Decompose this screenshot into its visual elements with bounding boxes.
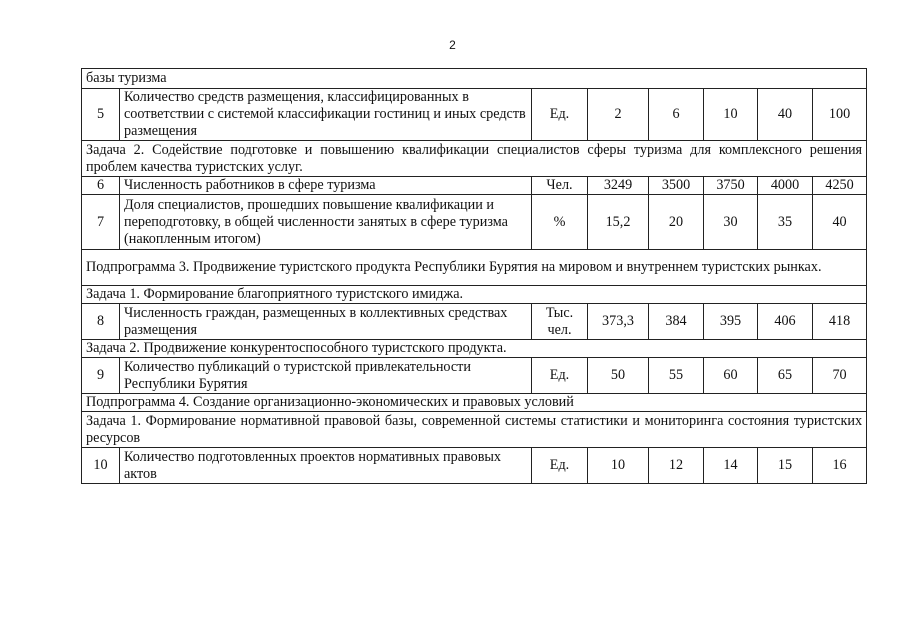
indicator-name: Численность граждан, размещенных в коллективных средствах размещения xyxy=(120,304,532,340)
value-cell: 10 xyxy=(704,89,758,141)
table-row xyxy=(82,69,867,89)
value-cell: 10 xyxy=(588,448,649,484)
table-row xyxy=(82,195,867,250)
table-row xyxy=(82,177,867,195)
table-row xyxy=(82,358,867,394)
indicators-table xyxy=(81,68,867,484)
indicator-name: Количество средств размещения, классифицированных в соответствии с системой классификации гостиниц и иных средств размещения xyxy=(120,89,532,141)
unit-cell: Ед. xyxy=(532,448,588,484)
unit-cell: Чел. xyxy=(532,177,588,195)
row-number: 9 xyxy=(82,358,120,394)
table-row xyxy=(82,304,867,340)
row-number: 5 xyxy=(82,89,120,141)
value-cell: 418 xyxy=(813,304,867,340)
row-number: 10 xyxy=(82,448,120,484)
unit-cell: Тыс. чел. xyxy=(532,304,588,340)
section-text: базы туризма xyxy=(82,69,867,89)
unit-cell: Ед. xyxy=(532,89,588,141)
value-cell: 3750 xyxy=(704,177,758,195)
value-cell: 30 xyxy=(704,195,758,250)
value-cell: 35 xyxy=(758,195,813,250)
task-text: Задача 2. Продвижение конкурентоспособного туристского продукта. xyxy=(82,340,867,358)
value-cell: 60 xyxy=(704,358,758,394)
value-cell: 40 xyxy=(758,89,813,141)
value-cell: 384 xyxy=(649,304,704,340)
table-row xyxy=(82,412,867,448)
value-cell: 3249 xyxy=(588,177,649,195)
value-cell: 15,2 xyxy=(588,195,649,250)
value-cell: 14 xyxy=(704,448,758,484)
value-cell: 65 xyxy=(758,358,813,394)
value-cell: 2 xyxy=(588,89,649,141)
subprogram-text: Подпрограмма 4. Создание организационно-экономических и правовых условий xyxy=(82,394,867,412)
value-cell: 15 xyxy=(758,448,813,484)
value-cell: 6 xyxy=(649,89,704,141)
row-number: 7 xyxy=(82,195,120,250)
table-row xyxy=(82,394,867,412)
value-cell: 4250 xyxy=(813,177,867,195)
table-row xyxy=(82,340,867,358)
value-cell: 16 xyxy=(813,448,867,484)
indicator-name: Доля специалистов, прошедших повышение квалификации и переподготовку, в общей численности занятых в сфере туризма (накопленным итогом) xyxy=(120,195,532,250)
value-cell: 55 xyxy=(649,358,704,394)
value-cell: 70 xyxy=(813,358,867,394)
value-cell: 406 xyxy=(758,304,813,340)
task-text: Задача 2. Содействие подготовке и повышению квалификации специалистов сферы туризма для комплексного решения проблем качества туристских услуг. xyxy=(82,141,867,177)
value-cell: 20 xyxy=(649,195,704,250)
value-cell: 12 xyxy=(649,448,704,484)
row-number: 6 xyxy=(82,177,120,195)
unit-cell: Ед. xyxy=(532,358,588,394)
indicator-name: Численность работников в сфере туризма xyxy=(120,177,532,195)
table-row xyxy=(82,250,867,286)
unit-cell: % xyxy=(532,195,588,250)
value-cell: 395 xyxy=(704,304,758,340)
page-number: 2 xyxy=(449,38,456,52)
value-cell: 3500 xyxy=(649,177,704,195)
row-number: 8 xyxy=(82,304,120,340)
table-row xyxy=(82,448,867,484)
value-cell: 4000 xyxy=(758,177,813,195)
value-cell: 40 xyxy=(813,195,867,250)
task-text: Задача 1. Формирование благоприятного туристского имиджа. xyxy=(82,286,867,304)
value-cell: 100 xyxy=(813,89,867,141)
indicator-name: Количество публикаций о туристской привлекательности Республики Бурятия xyxy=(120,358,532,394)
value-cell: 373,3 xyxy=(588,304,649,340)
task-text: Задача 1. Формирование нормативной правовой базы, современной системы статистики и мониторинга состояния туристских ресурсов xyxy=(82,412,867,448)
subprogram-text: Подпрограмма 3. Продвижение туристского продукта Республики Бурятия на мировом и внутреннем туристских рынках. xyxy=(82,250,867,286)
table-row xyxy=(82,141,867,177)
value-cell: 50 xyxy=(588,358,649,394)
indicator-name: Количество подготовленных проектов нормативных правовых актов xyxy=(120,448,532,484)
table-row xyxy=(82,89,867,141)
table-row xyxy=(82,286,867,304)
